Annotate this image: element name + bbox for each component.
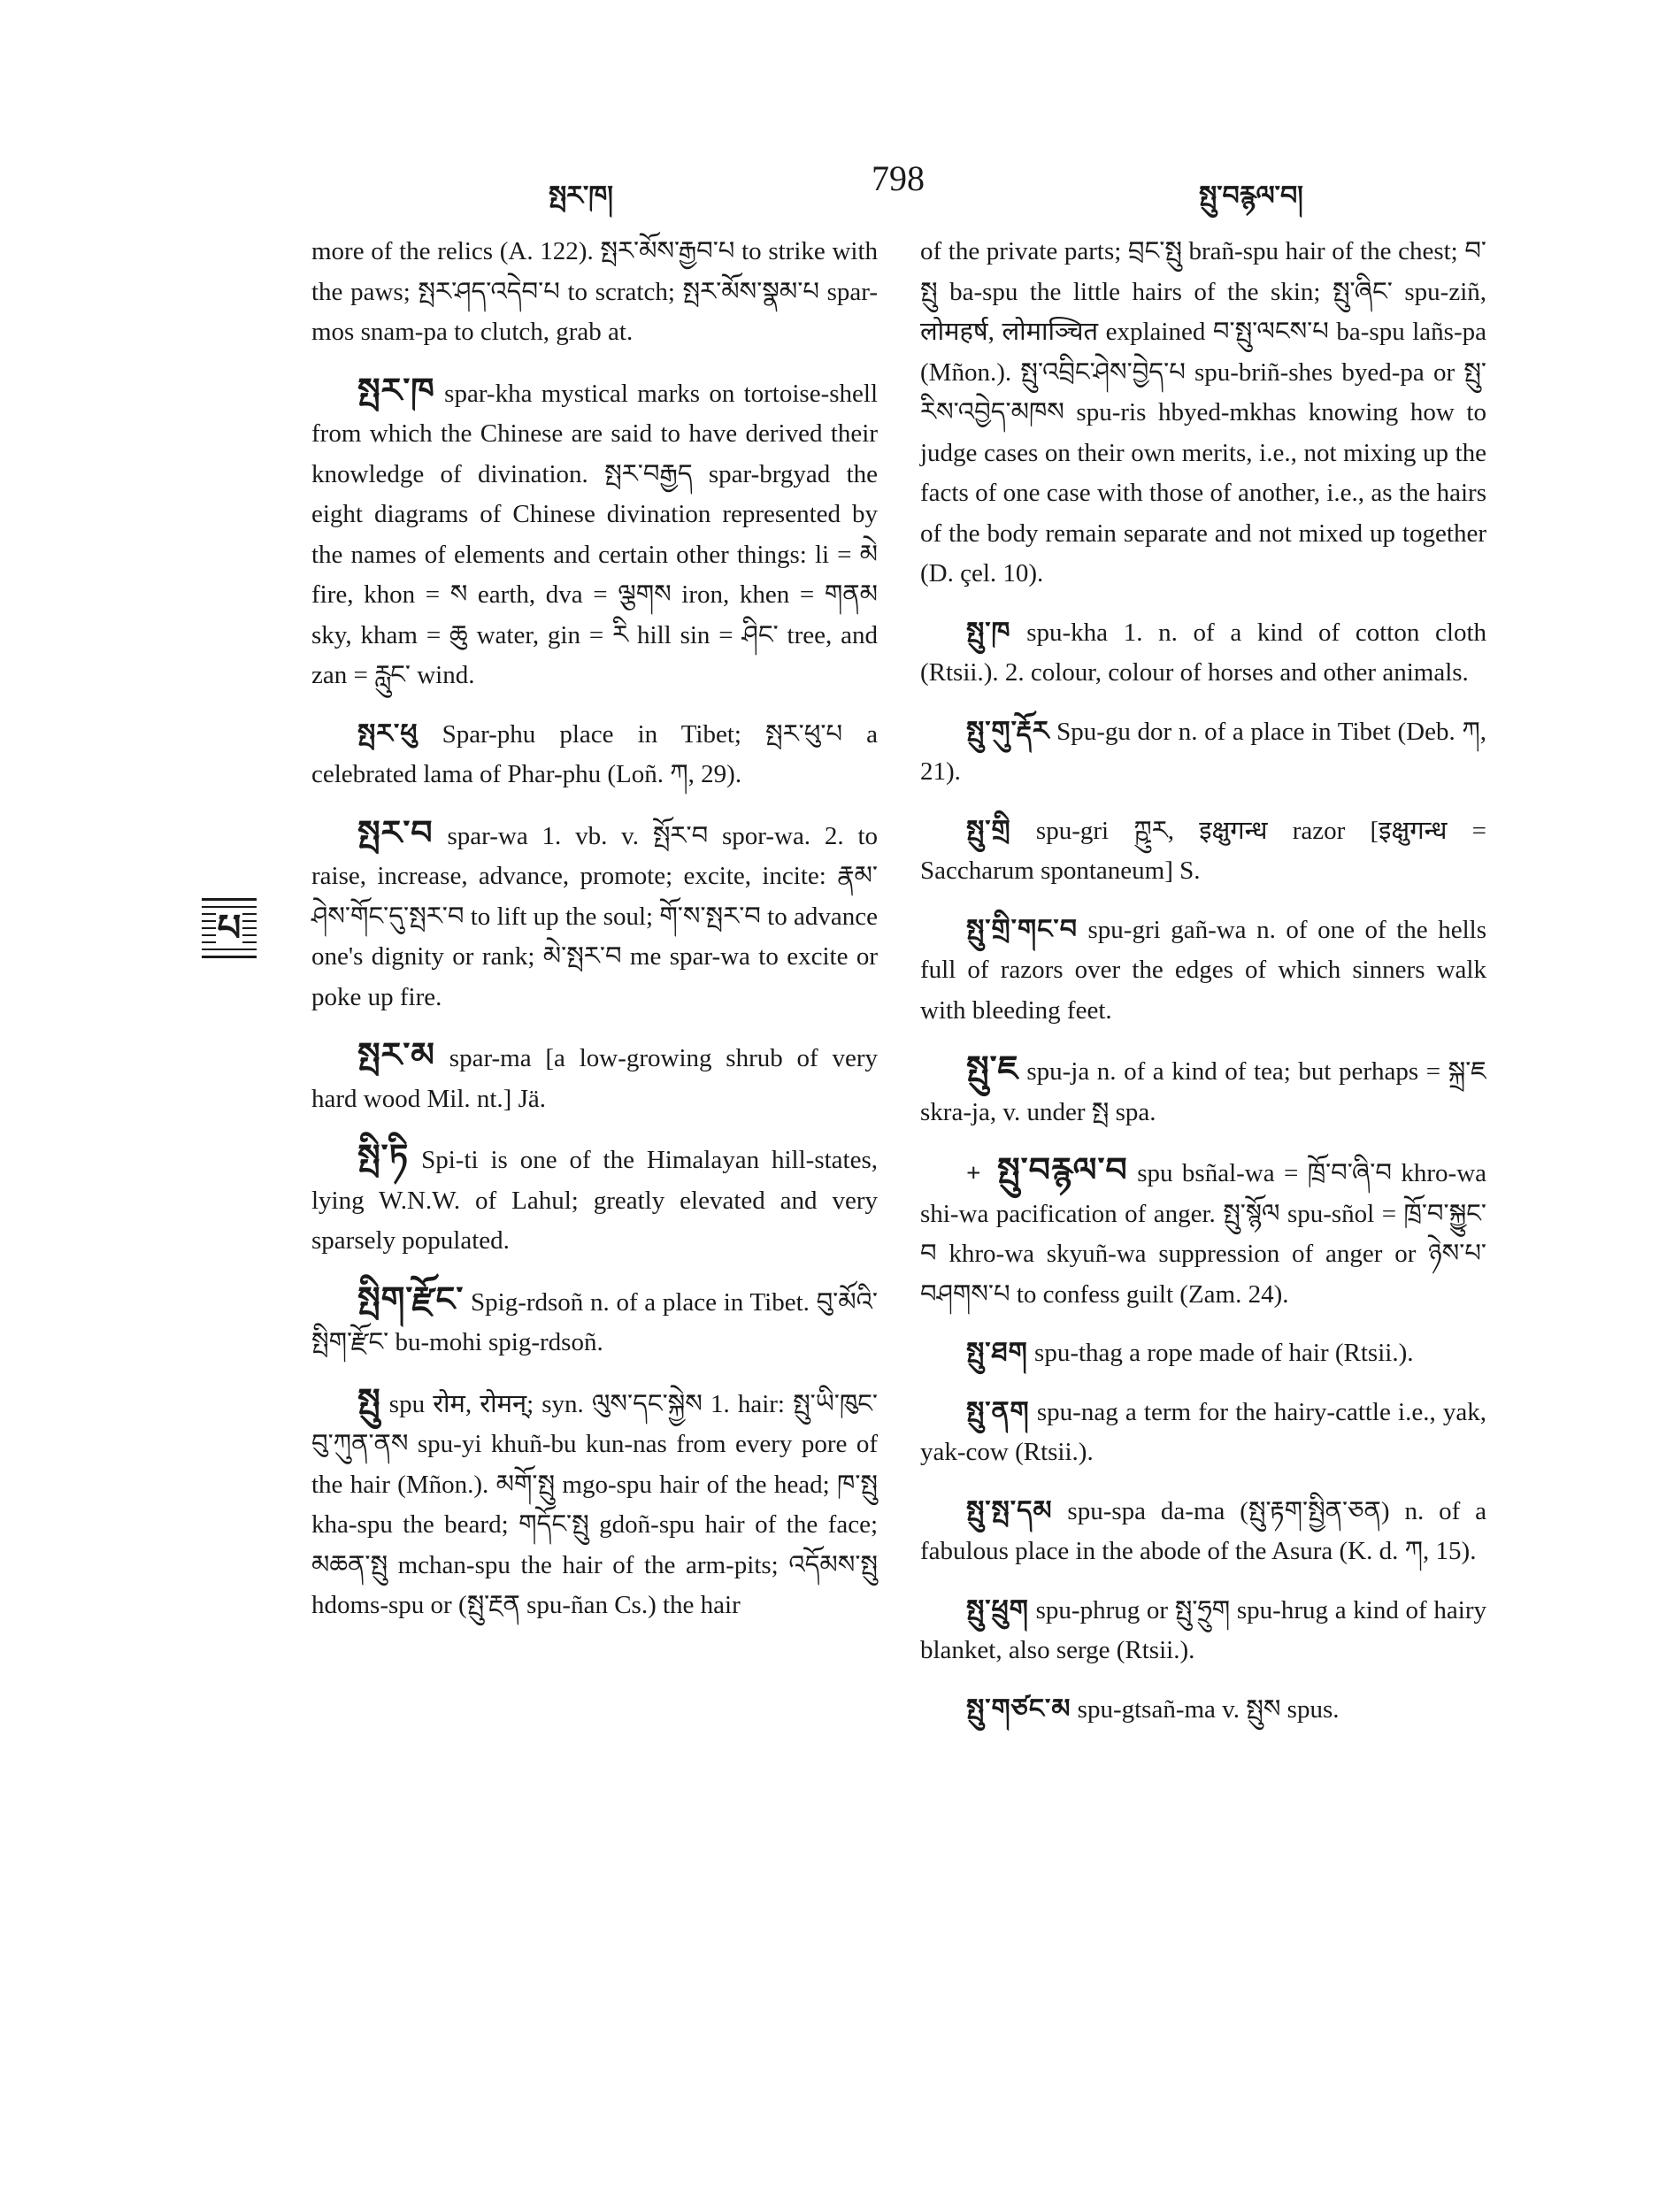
entry-text: of the private parts; བྲང་སྤུ brañ-spu hair of the chest; བ་སྤུ ba-spu the little hairs of the skin; སྤུ་ཞིང་ spu-ziñ, लोमहर्ष, लोमाञ्चित explained བ་སྤུ་ལངས་པ ba-spu lañs-pa (Mñon.). སྤུ་འབྲིང་ཤེས་བྱེད་པ spu-briñ-shes byed-pa or སྤུ་རིས་འབྱེད་མཁས spu-ris hbyed-mkhas knowing how to judge cases on their own merits, i.e., not mixing up the facts of one case with those of another, i.e., as the hairs of the body remain separate and not mixed up together (D. çel. 10). [920, 237, 1486, 588]
headword: སྤར་མ [357, 1035, 435, 1074]
entry-text: spar-kha mystical marks on tortoise-shell from which the Chinese are said to have derived their knowledge of divination. སྤར་བརྒྱད spar-brgyad the eight diagrams of Chinese divination represented by the names of elements and certain other things: li = མེ fire, khon = ས earth, dva = ལྕགས iron, khen = གནམ sky, kham = ཆུ water, gin = རི hill sin = ཤིང་ tree, and zan = རླུང་ wind. [311, 379, 879, 689]
headword: སྤུ [357, 1380, 381, 1420]
headword: སྤུ་ཁ [966, 616, 1011, 648]
addition-marker: + [966, 1159, 981, 1187]
headword: སྤུ་གྲི་གང་བ [966, 913, 1078, 945]
entry-text: spu-phrug or སྤུ་ཧྲུག spu-hrug a kind of hairy blanket, also serge (Rtsii.). [920, 1595, 1486, 1664]
headword: སྤུ་གྲི [966, 814, 1011, 846]
entry-spu-nag [920, 1392, 1486, 1473]
headword: སྤར་ཕུ [357, 718, 419, 749]
header-right-word: སྤུ་བརྙལ་བ། [1199, 180, 1303, 211]
entry-spi-ti [311, 1137, 878, 1262]
entry-text: spu-thag a rope made of hair (Rtsii.). [1034, 1339, 1414, 1367]
headword: སྤུ་ནག [966, 1395, 1030, 1427]
entry-spu-bsnal-wa [920, 1150, 1486, 1315]
headword: སྤུ་གཙང་མ [966, 1693, 1071, 1724]
headword: སྤུ་ཕྲུག [966, 1594, 1029, 1625]
entry-spu-gu-dor [920, 711, 1486, 793]
entry-text: spu-kha 1. n. of a kind of cotton cloth (Rtsii.). 2. colour, colour of horses and other animals. [920, 618, 1486, 687]
entry-continuation [311, 232, 878, 353]
entry-text: Spu-gu dor n. of a place in Tibet (Deb. ཀ, 21). [920, 717, 1487, 786]
header-left-word: སྤར་ཁ། [549, 180, 613, 211]
headword: སྤུ་ཇ [966, 1048, 1019, 1087]
section-letter-tab [202, 898, 257, 958]
entry-text: Spig-rdsoñ n. of a place in Tibet. བུ་མོའི་སྤིག་རྫོང་ bu-mohi spig-rdsoñ. [311, 1287, 878, 1356]
entry-text: Spi-ti is one of the Himalayan hill-states, lying W.N.W. of Lahul; greatly elevated and very sparsely populated. [311, 1146, 879, 1255]
entry-text: spu-nag a term for the hairy-cattle i.e., yak, yak-cow (Rtsii.). [920, 1397, 1487, 1466]
page-number: 798 [872, 158, 925, 198]
entry-spu-thag [920, 1333, 1486, 1374]
headword: སྤར་བ [357, 812, 434, 852]
entry-text: spu-spa da-ma (སྤུ་རྟག་སྤྱིན་ཅན) n. of a fabulous place in the abode of the Asura (K. d. ཀ, 15). [920, 1496, 1487, 1565]
running-head [0, 157, 1659, 211]
entry-spu-ja [920, 1048, 1486, 1133]
entry-spu-gtsan-ma [920, 1689, 1486, 1731]
entry-spu [311, 1381, 878, 1626]
entry-text: more of the relics (A. 122). སྤར་མོས་རྒྱབ་པ to strike with the paws; སྤར་ཤད་འདེབ་པ to scratch; སྤར་མོས་སྣམ་པ spar-mos snam-pa to clutch, grab at. [311, 237, 878, 346]
headword: སྤིག་རྫོང་ [357, 1279, 465, 1318]
entry-text: spu-gri gañ-wa n. of one of the hells full of razors over the edges of which sinners walk with bleeding feet. [920, 915, 1487, 1025]
entry-text: spu-gtsañ-ma v. སྤུས spus. [1077, 1694, 1340, 1724]
entry-spar-kha [311, 371, 878, 696]
entry-text: spu-ja n. of a kind of tea; but perhaps = སྐྲ་ཇ skra-ja, v. under སྤ spa. [920, 1057, 1486, 1126]
headword: སྤི་ཏི [357, 1137, 410, 1176]
entry-spig-rdson [311, 1279, 878, 1363]
headword: སྤར་ཁ [357, 370, 435, 410]
entry-text: Spar-phu place in Tibet; སྤར་ཕུ་པ a celebrated lama of Phar-phu (Loñ. ཀ, 29). [311, 719, 878, 788]
headword: སྤུ་ཐག [966, 1337, 1028, 1368]
entry-spu-gri-gan-wa [920, 910, 1486, 1032]
right-column [920, 232, 1486, 1747]
entry-spar-ma [311, 1035, 878, 1119]
section-letter: པ [217, 906, 242, 949]
left-column [311, 232, 878, 1644]
entry-spar-phu [311, 714, 878, 795]
headword: སྤུ་བརྙལ་བ [996, 1150, 1128, 1189]
entry-text: spu-gri ཀྵུར, इक्षुगन्ध razor [इक्षुगन्ध = Saccharum spontaneum] S. [920, 816, 1486, 885]
entry-spu-phrug [920, 1590, 1486, 1671]
entry-text: spar-ma [a low-growing shrub of very hard wood Mil. nt.] Jä. [311, 1044, 879, 1113]
entry-text: spu bsñal-wa = ཁྲོ་བ་ཞི་བ khro-wa shi-wa pacification of anger. སྤུ་སྙོལ spu-sñol = ཁྲོ་བ་སྐྱུང་བ khro-wa skyuñ-wa suppression of anger or ཉེས་པ་བཤགས་པ to confess guilt (Zam. 24). [920, 1159, 1487, 1309]
entry-spu-spa-da-ma [920, 1491, 1486, 1572]
headword: སྤུ་གུ་རྡོར [966, 715, 1050, 747]
headword: སྤུ་སྤ་དམ [966, 1494, 1053, 1526]
entry-continuation [920, 232, 1486, 595]
entry-spu-gri [920, 810, 1486, 892]
entry-text: spu रोम, रोमन्; syn. ལུས་དང་སྐྱེས 1. hair: སྤུ་ཡི་ཁུང་བུ་ཀུན་ནས spu-yi khuñ-bu kun-nas from every pore of the hair (Mñon.). མགོ་སྤུ mgo-spu hair of the head; ཁ་སྤུ kha-spu the beard; གདོང་སྤུ gdoñ-spu hair of the face; མཆན་སྤུ mchan-spu the hair of the arm-pits; འདོམས་སྤུ hdoms-spu or (སྤུ་རྔན spu-ñan Cs.) the hair [311, 1389, 878, 1619]
entry-text: spar-wa 1. vb. v. སྤོར་བ spor-wa. 2. to raise, increase, advance, promote; excite, incite: རྣམ་ཤེས་གོང་དུ་སྤར་བ to lift up the soul; གོ་ས་སྤར་བ to advance one's dignity or rank; མེ་སྤར་བ me spar-wa to excite or poke up fire. [311, 821, 878, 1011]
entry-spu-kha [920, 612, 1486, 694]
entry-spar-wa [311, 813, 878, 1018]
